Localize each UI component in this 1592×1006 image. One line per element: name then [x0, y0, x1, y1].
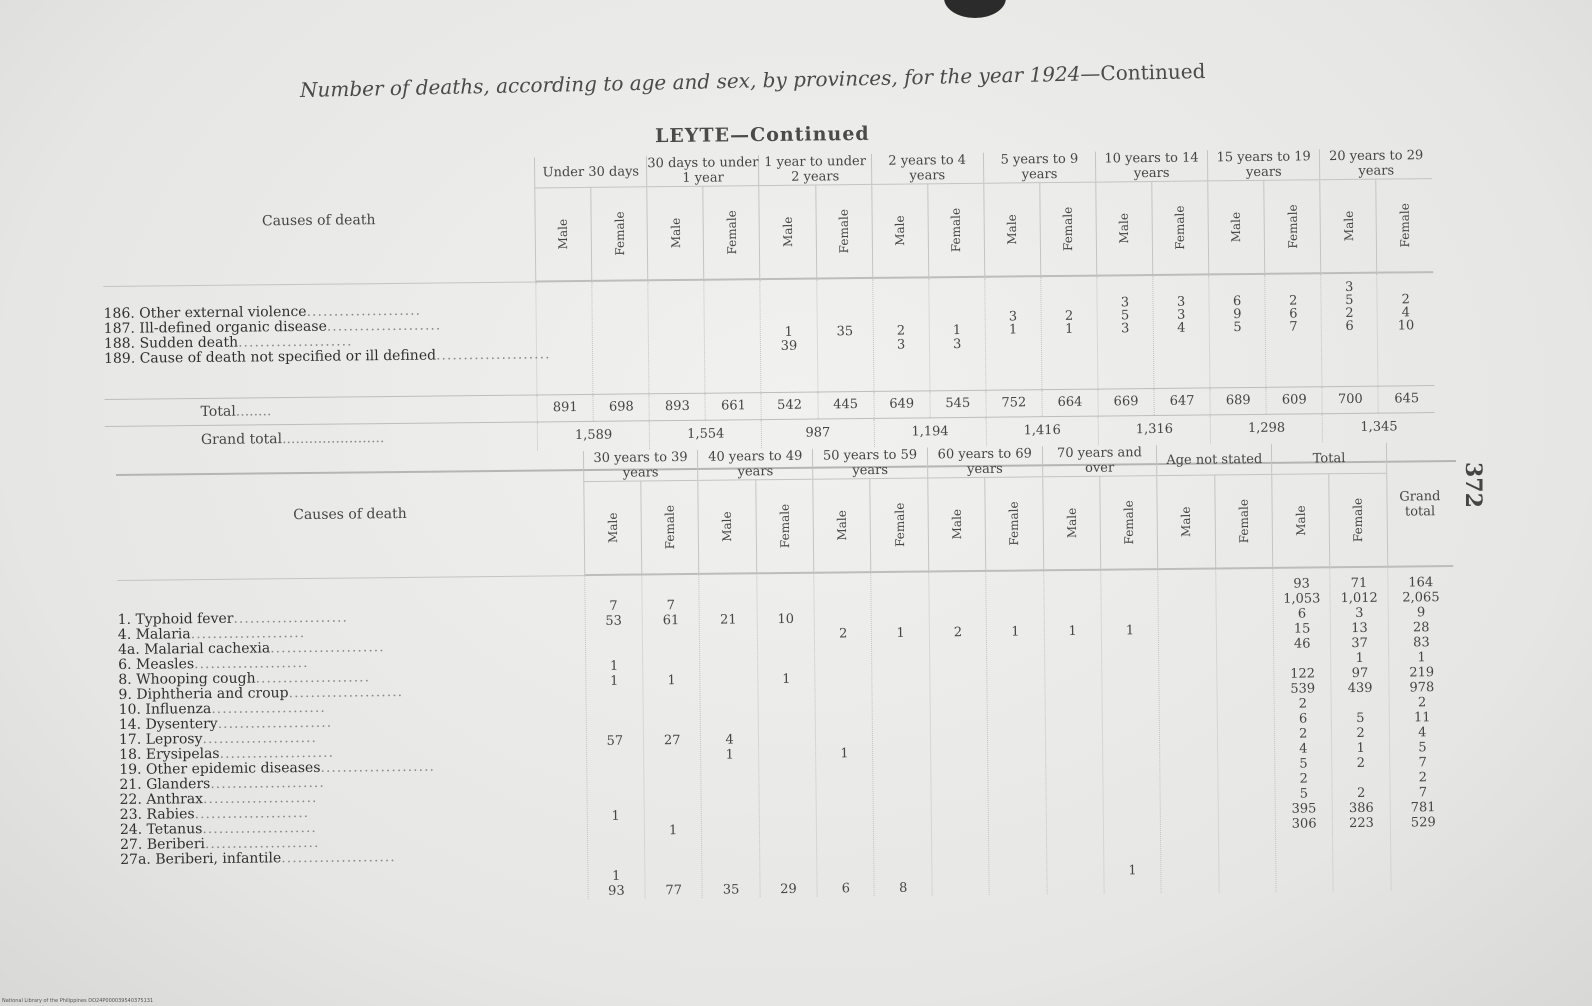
male-header — [647, 186, 704, 280]
cause-row: 17. Leprosy..................... — [118, 729, 317, 748]
total-cell: 891 — [537, 394, 593, 422]
total-cell: 542 — [761, 392, 817, 420]
total-cell: 545 — [930, 390, 986, 418]
data-cell — [592, 280, 649, 394]
causes-header: Causes of death — [116, 451, 584, 580]
cause-row: 18. Erysipelas..................... — [119, 744, 335, 763]
data-column: 71 1,012 3 13 37 1 97 439 5 2 1 2 2 386 223 — [1330, 567, 1391, 892]
data-column: 1 — [986, 570, 1047, 895]
data-cell: 1 3 — [928, 277, 985, 391]
male-header — [1157, 475, 1215, 569]
male-header — [984, 183, 1041, 277]
male-header — [1042, 476, 1100, 570]
grand-total-label: Grand total....................... — [105, 421, 538, 454]
female-label: Female — [1351, 497, 1366, 542]
grand-total-cell: 1,416 — [986, 416, 1098, 446]
male-header — [813, 479, 871, 573]
total-cell: 661 — [705, 392, 761, 420]
male-label: Male — [1004, 213, 1020, 245]
cause-row: 189. Cause of death not specified or ill defined..................... — [103, 345, 551, 367]
cause-row: 24. Tetanus..................... — [119, 819, 317, 838]
cause-row: 23. Rabies..................... — [119, 804, 310, 823]
male-header — [871, 184, 928, 278]
cause-row: 187. Ill-defined organic disease..................... — [103, 316, 442, 337]
data-column: 2 — [929, 571, 990, 896]
female-label: Female — [1060, 206, 1076, 251]
female-header — [1329, 473, 1387, 567]
grand-total-cell: 987 — [762, 418, 874, 448]
cause-row: 22. Anthrax..................... — [119, 789, 318, 808]
cause-list — [103, 281, 551, 399]
grand-total-cell: 1,345 — [1322, 412, 1435, 442]
cause-label: 4. Malaria — [117, 625, 191, 643]
binding-hole — [944, 0, 1006, 18]
female-header — [591, 187, 648, 281]
female-label: Female — [948, 207, 964, 252]
age-group-header: 70 years and over — [1042, 445, 1157, 477]
age-group-header: 2 years to 4 years — [871, 153, 983, 185]
data-cell: 3 3 4 — [1153, 274, 1210, 388]
age-group-header: 60 years to 69 years — [927, 446, 1042, 478]
cause-row: 27a. Beriberi, infantile..................... — [120, 848, 396, 868]
table-top — [102, 148, 1435, 454]
cause-label: 4a. Malarial cachexia — [117, 639, 271, 658]
male-label: Male — [720, 510, 735, 542]
female-label: Female — [1285, 203, 1300, 249]
cause-row: 14. Dysentery..................... — [118, 714, 333, 733]
data-cell: 3 5 2 6 — [1321, 273, 1378, 387]
male-label: Male — [1293, 504, 1309, 536]
female-label: Female — [1236, 498, 1251, 543]
cause-row: 8. Whooping cough..................... — [118, 668, 371, 688]
age-group-header: 50 years to 59 years — [813, 448, 928, 480]
data-cell — [536, 281, 593, 395]
data-column — [1158, 568, 1219, 893]
male-label: Male — [949, 508, 964, 539]
male-label: Male — [1117, 212, 1132, 244]
total-cell: 689 — [1210, 387, 1266, 415]
total-cell: 445 — [817, 391, 873, 419]
data-cell — [704, 279, 761, 393]
age-group-header: Under 30 days — [535, 156, 647, 188]
female-label: Female — [1121, 499, 1137, 545]
data-cell: 2 4 10 — [1377, 272, 1434, 386]
total-cell: 664 — [1042, 389, 1098, 417]
female-header — [815, 184, 872, 278]
data-cell: 3 5 3 — [1097, 275, 1154, 389]
cause-label: 27a. Beriberi, infantile — [120, 849, 282, 868]
cause-label: 24. Tetanus — [119, 820, 203, 838]
data-column: 21 4 1 35 — [699, 573, 760, 898]
data-cell: 2 3 — [872, 277, 929, 391]
age-group-header: 30 days to under 1 year — [647, 155, 759, 186]
total-cell: 698 — [593, 393, 649, 421]
data-cell — [648, 280, 705, 394]
grand-total-cell: 1,298 — [1210, 413, 1322, 443]
female-header — [756, 479, 814, 573]
age-group-header: 1 year to under 2 years — [759, 154, 871, 186]
total-cell: 752 — [986, 389, 1042, 417]
cause-label: 18. Erysipelas — [119, 745, 220, 763]
table-bottom — [116, 442, 1457, 904]
male-header — [1320, 179, 1377, 273]
cause-label: 21. Glanders — [119, 775, 211, 793]
female-header — [1214, 474, 1272, 568]
age-group-header: 30 years to 39 years — [583, 450, 698, 482]
total-cell: 893 — [649, 393, 705, 421]
data-cell: 1 39 — [760, 279, 817, 393]
female-header — [1264, 180, 1321, 274]
female-header — [641, 480, 699, 574]
cause-label: 19. Other epidemic diseases — [119, 759, 321, 778]
male-header — [1208, 180, 1265, 274]
grand-total-cell: 1,554 — [650, 419, 762, 449]
cause-label: 22. Anthrax — [119, 790, 204, 808]
cause-row: 186. Other external violence..................... — [103, 302, 422, 322]
cause-label: 6. Measles — [118, 655, 195, 673]
causes-header: Causes of death — [102, 157, 536, 286]
male-label: Male — [780, 216, 795, 247]
cause-label: 9. Diphtheria and croup — [118, 684, 289, 703]
data-column: 2 1 6 — [814, 572, 875, 897]
cause-row: 19. Other epidemic diseases..................... — [119, 758, 436, 778]
male-header — [759, 185, 816, 279]
male-header — [1272, 474, 1330, 568]
female-label: Female — [836, 208, 852, 253]
male-header — [535, 187, 592, 281]
total-cell: 700 — [1322, 386, 1378, 414]
female-header — [985, 477, 1043, 571]
total-cell: 609 — [1266, 386, 1322, 414]
female-header — [1100, 476, 1158, 570]
cause-row: 188. Sudden death..................... — [103, 332, 353, 352]
female-label: Female — [724, 209, 739, 255]
female-header — [703, 186, 760, 280]
cause-label: 14. Dysentery — [118, 715, 218, 733]
grand-total-cell: 1,589 — [537, 420, 649, 450]
total-cell: 649 — [874, 390, 930, 418]
data-cell: 2 6 7 — [1265, 273, 1322, 387]
cause-label: 186. Other external violence — [103, 303, 307, 322]
male-header — [583, 481, 641, 575]
age-group-header: 40 years to 49 years — [698, 449, 813, 481]
female-label: Female — [1397, 202, 1413, 248]
total-cell: 647 — [1154, 387, 1210, 415]
section-subtitle: LEYTE—Continued — [654, 122, 870, 148]
data-cell: 2 1 — [1041, 276, 1098, 390]
male-label: Male — [668, 217, 683, 248]
grand-total-cell: 1,316 — [1098, 414, 1210, 444]
female-header — [1152, 181, 1209, 275]
female-header — [1376, 179, 1433, 273]
data-column: 1 8 — [871, 571, 932, 896]
male-label: Male — [834, 509, 850, 541]
male-label: Male — [605, 512, 620, 543]
male-label: Male — [892, 214, 908, 246]
cause-row: 1. Typhoid fever..................... — [117, 609, 348, 628]
female-label: Female — [1173, 205, 1188, 250]
cause-label: 17. Leprosy — [118, 730, 203, 748]
cause-row: 21. Glanders..................... — [119, 774, 325, 793]
cause-row: 6. Measles..................... — [118, 654, 309, 673]
data-column: 1 1 — [1101, 569, 1162, 894]
male-header — [928, 477, 986, 571]
male-label: Male — [1064, 507, 1079, 538]
cause-list — [117, 575, 588, 904]
data-cell: 3 1 — [985, 276, 1042, 390]
data-column: 164 2,065 9 28 83 1 219 978 2 11 4 5 7 2 7 781 529 — [1388, 566, 1457, 891]
male-label: Male — [1229, 211, 1244, 242]
cause-label: 10. Influenza — [118, 700, 212, 718]
cause-label: 8. Whooping cough — [118, 670, 256, 688]
age-group-header: Age not stated — [1157, 444, 1272, 476]
data-column: 93 1,053 6 15 46 122 539 2 6 2 4 5 2 5 395 306 — [1273, 567, 1334, 892]
footer-note: National Library of the Philippines DO24P000039540375131 — [2, 998, 154, 1004]
female-label: Female — [1006, 500, 1022, 546]
total-cell: 669 — [1098, 388, 1154, 416]
cause-label: 187. Ill-defined organic disease — [103, 318, 327, 337]
data-cell: 6 9 5 — [1209, 274, 1266, 388]
total-cell: 645 — [1378, 385, 1434, 413]
male-label: Male — [556, 218, 571, 249]
female-label: Female — [612, 210, 627, 256]
cause-label: 27. Beriberi — [119, 835, 206, 853]
cause-row: 9. Diphtheria and croup..................... — [118, 683, 404, 703]
data-column: 10 1 29 — [757, 573, 818, 898]
male-label: Male — [1179, 506, 1194, 537]
male-label: Male — [1341, 210, 1356, 241]
age-group-header: 10 years to 14 years — [1095, 150, 1207, 182]
age-group-header: Total — [1271, 443, 1386, 475]
cause-label: 1. Typhoid fever — [117, 610, 234, 628]
page-number: 372 — [1460, 462, 1486, 508]
male-header — [698, 480, 756, 574]
page-title: Number of deaths, according to age and sex, by provinces, for the year 1924—Continued — [299, 59, 1206, 102]
female-header — [1040, 182, 1097, 276]
grand-total-header: Grand total — [1386, 442, 1453, 567]
male-header — [1096, 182, 1153, 276]
data-cell: 35 — [816, 278, 873, 392]
data-column — [1215, 568, 1276, 893]
cause-label: 188. Sudden death — [103, 334, 239, 352]
data-column: 1 — [1043, 570, 1104, 895]
cause-row: 4a. Malarial cachexia..................... — [117, 638, 385, 658]
female-header — [870, 478, 928, 572]
female-label: Female — [777, 503, 792, 548]
age-group-header: 20 years to 29 years — [1320, 148, 1433, 180]
cause-row: 27. Beriberi..................... — [119, 834, 320, 853]
cause-label: 189. Cause of death not specified or ill defined — [103, 347, 437, 367]
female-header — [927, 183, 984, 277]
age-group-header: 5 years to 9 years — [983, 152, 1095, 184]
grand-total-cell: 1,194 — [874, 417, 986, 447]
age-group-header: 15 years to 19 years — [1208, 149, 1320, 181]
female-label: Female — [892, 502, 907, 547]
cause-row: 10. Influenza..................... — [118, 699, 326, 718]
cause-label: 23. Rabies — [119, 805, 195, 823]
data-column: 7 61 1 27 1 77 — [642, 574, 703, 899]
cause-row: 4. Malaria..................... — [117, 624, 306, 643]
data-column: 7 53 1 1 57 1 1 93 — [584, 575, 645, 900]
total-label: Total........ — [104, 394, 537, 426]
female-label: Female — [662, 504, 678, 549]
